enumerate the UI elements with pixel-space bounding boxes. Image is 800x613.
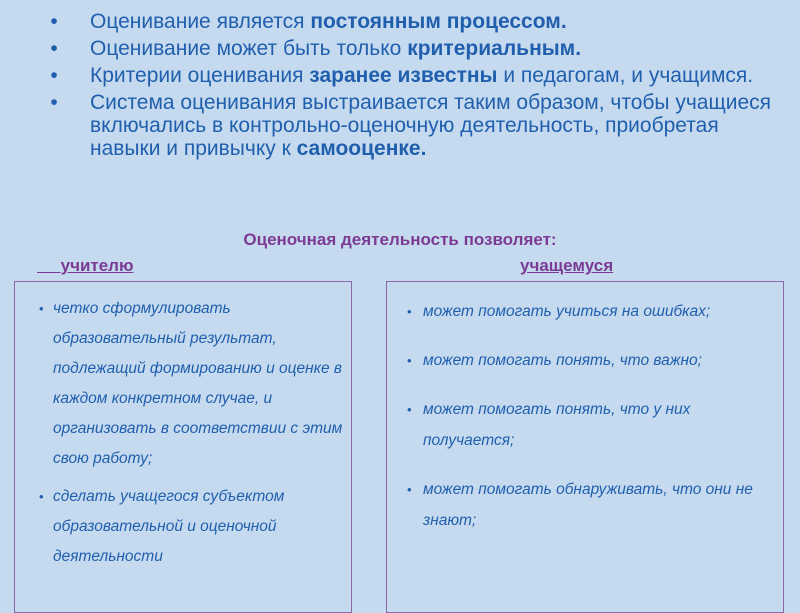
bullet-dot-icon: • xyxy=(39,489,44,504)
bullet-dot-icon: • xyxy=(407,402,412,417)
bullet-dot-icon: • xyxy=(39,301,44,316)
bullet-dot-icon: • xyxy=(407,353,412,368)
list-item: • может помогать обнаруживать, что они не знают; xyxy=(423,474,775,536)
teacher-list xyxy=(15,282,351,572)
intro-bullet: • Оценивание является постоянным процессом. xyxy=(44,10,784,33)
intro-bullet: • Критерии оценивания заранее известны и педагогам, и учащимся. xyxy=(44,64,784,87)
teacher-box xyxy=(14,281,352,613)
intro-bullet: • Оценивание может быть только критериальным. xyxy=(44,37,784,60)
list-item: • сделать учащегося субъектом образовательной и оценочной деятельности xyxy=(53,482,345,572)
teacher-column-title: учителю xyxy=(60,256,134,275)
list-item: • может помогать понять, что важно; xyxy=(423,345,775,376)
bullet-dot-icon: • xyxy=(50,37,58,60)
student-list xyxy=(387,282,783,536)
bullet-dot-icon: • xyxy=(407,304,412,319)
intro-bullet: • Система оценивания выстраивается таким образом, чтобы учащиеся включались в контрольно-оценочную деятельность, приобретая навыки и привычку к самооценке. xyxy=(44,91,784,160)
intro-bullet-list xyxy=(44,10,784,164)
list-item: • четко сформулировать образовательный результат, подлежащий формированию и оценке в каждом конкретном случае, и организовать в соответствии с этим свою работу; xyxy=(53,294,345,474)
list-item: • может помогать учиться на ошибках; xyxy=(423,296,775,327)
section-subheading: Оценочная деятельность позволяет: xyxy=(243,230,557,249)
bullet-dot-icon: • xyxy=(50,10,58,33)
bullet-dot-icon: • xyxy=(407,482,412,497)
student-box xyxy=(386,281,784,613)
bullet-dot-icon: • xyxy=(50,64,58,87)
student-column-title: учащемуся xyxy=(520,256,614,275)
bullet-dot-icon: • xyxy=(50,91,58,114)
list-item: • может помогать понять, что у них получается; xyxy=(423,394,775,456)
